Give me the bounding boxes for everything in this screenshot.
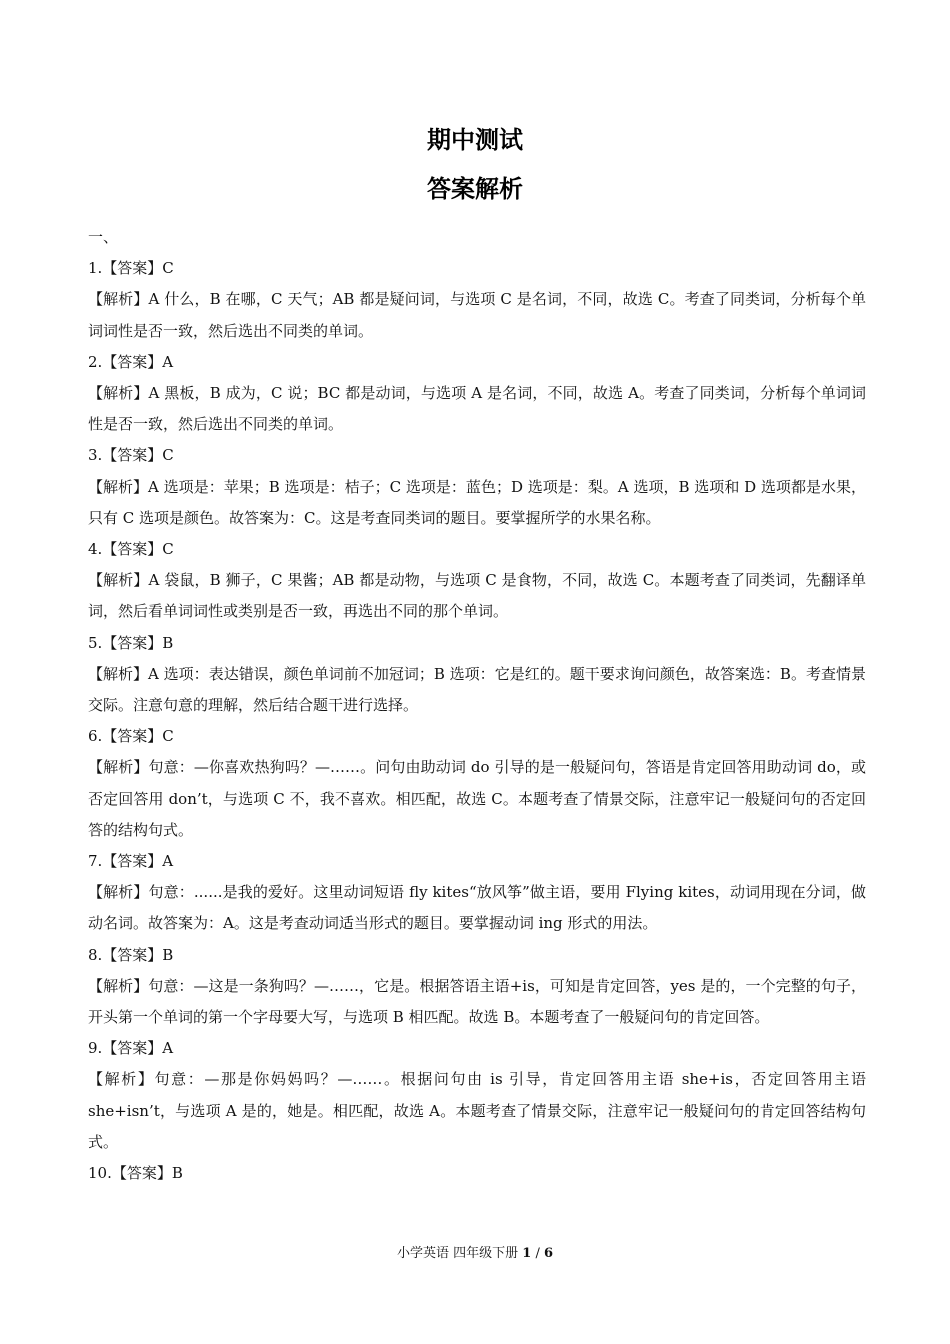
page-total: 6 <box>543 1246 554 1261</box>
answer-line: 2.【答案】A <box>88 352 174 371</box>
answer-line: 7.【答案】A <box>88 852 174 871</box>
page-separator: / <box>535 1246 540 1261</box>
explanation-text: 【解析】A 选项是：苹果；B 选项是：桔子；C 选项是：蓝色；D 选项是：梨。A 选项，B 选项和 D 选项都是水果，只有 C 选项是颜色。故答案为：C。这是考查同类词的题目。要掌握所学的水果名称。 <box>88 477 866 527</box>
answer-line: 8.【答案】B <box>88 945 174 964</box>
answer-item <box>88 940 866 1034</box>
explanation-text: 【解析】句意：—这是一条狗吗？—……，它是。根据答语主语+is，可知是肯定回答，yes 是的，一个完整的句子，开头第一个单词的第一个字母要大写，与选项 B 相匹配。故选 B。本题考查了一般疑问句的肯定回答。 <box>88 976 866 1027</box>
answer-item <box>88 1033 866 1158</box>
answer-item <box>88 253 866 347</box>
answer-line: 10.【答案】B <box>88 1164 183 1183</box>
explanation-text: 【解析】句意：—你喜欢热狗吗？—……。问句由助动词 do 引导的是一般疑问句，答语是肯定回答用助动词 do，或否定回答用 don’t，与选项 C 不，我不喜欢。相匹配，故选 C。本题考查了情景交际，注意牢记一般疑问句的否定回答的结构句式。 <box>88 758 866 839</box>
explanation-text: 【解析】A 什么，B 在哪，C 天气；AB 都是疑问词，与选项 C 是名词，不同，故选 C。考查了同类词，分析每个单词词性是否一致，然后选出不同类的单词。 <box>88 290 866 340</box>
answer-line: 9.【答案】A <box>88 1039 174 1058</box>
answer-item <box>88 1158 866 1189</box>
footer-text: 小学英语 四年级下册 <box>396 1246 519 1261</box>
page-footer <box>0 1244 950 1264</box>
answer-body <box>88 222 866 1189</box>
page-number: 1 <box>522 1246 532 1261</box>
explanation-text: 【解析】A 袋鼠，B 狮子，C 果酱；AB 都是动物，与选项 C 是食物，不同，故选 C。本题考查了同类词，先翻译单词，然后看单词词性或类别是否一致，再选出不同的那个单词。 <box>88 571 866 621</box>
answer-item <box>88 721 866 846</box>
answer-item <box>88 534 866 628</box>
answer-item <box>88 440 866 534</box>
page-title: 期中测试 <box>427 126 523 154</box>
answer-line: 4.【答案】C <box>88 540 174 559</box>
explanation-text: 【解析】句意：......是我的爱好。这里动词短语 fly kites“放风筝”做主语，要用 Flying kites，动词用现在分词，做动名词。故答案为：A。这是考查动词适当形式的题目。要掌握动词 ing 形式的用法。 <box>88 883 866 933</box>
answer-item <box>88 628 866 722</box>
explanation-text: 【解析】A 黑板，B 成为，C 说；BC 都是动词，与选项 A 是名词，不同，故选 A。考查了同类词，分析每个单词词性是否一致，然后选出不同类的单词。 <box>88 384 866 434</box>
answer-line: 6.【答案】C <box>88 727 174 746</box>
answer-line: 5.【答案】B <box>88 633 174 652</box>
answer-line: 1.【答案】C <box>88 259 174 278</box>
explanation-text: 【解析】句意：—那是你妈妈吗？—……。根据问句由 is 引导，肯定回答用主语 she+is，否定回答用主语 she+isn’t，与选项 A 是的，她是。相匹配，故选 A。本题考查了情景交际，注意牢记一般疑问句的肯定回答结构句式。 <box>88 1070 866 1151</box>
answer-item <box>88 347 866 441</box>
explanation-text: 【解析】A 选项：表达错误，颜色单词前不加冠词；B 选项：它是红的。题干要求询问颜色，故答案选：B。考查情景交际。注意句意的理解，然后结合题干进行选择。 <box>88 664 866 715</box>
section-heading: 一、 <box>88 228 119 246</box>
answer-item <box>88 846 866 940</box>
page-subtitle: 答案解析 <box>427 175 523 203</box>
answer-line: 3.【答案】C <box>88 446 174 465</box>
